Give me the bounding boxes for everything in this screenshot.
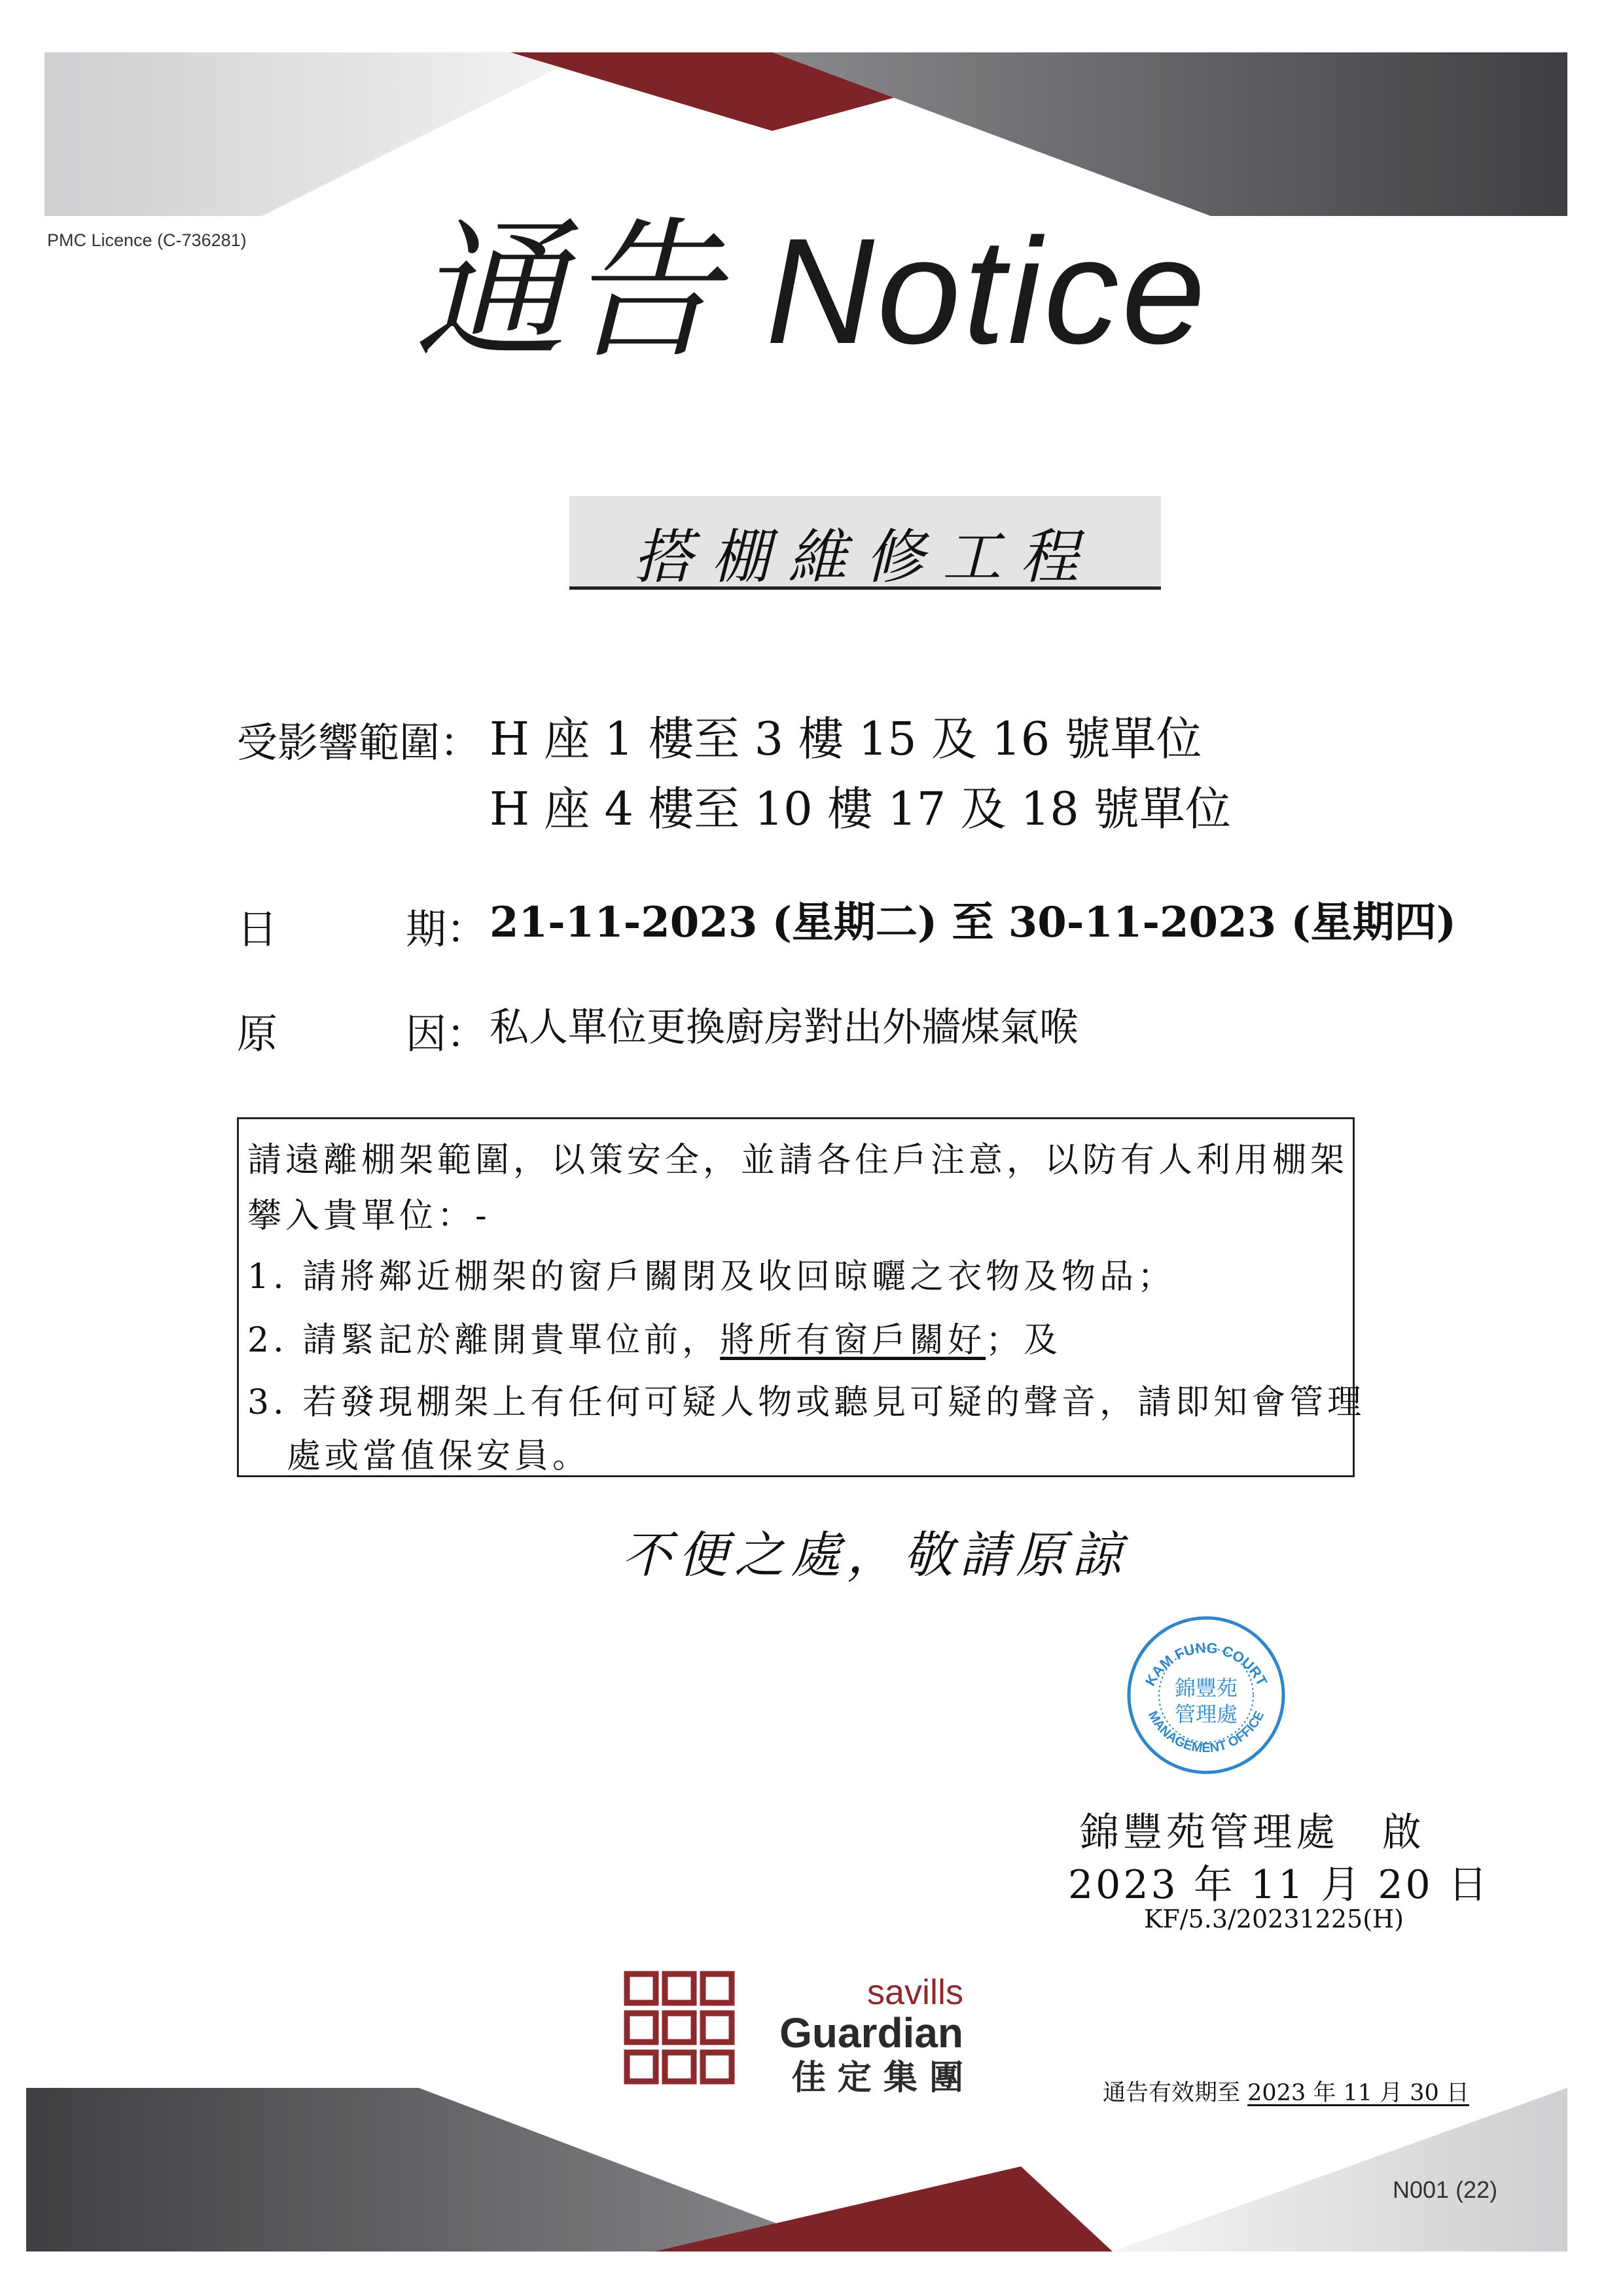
page-title: 通告 Notice <box>415 207 1208 375</box>
notice-intro-line-1: 請遠離棚架範圍，以策安全，並請各住戶注意，以防有人利用棚架 <box>247 1141 1349 1180</box>
notice-intro-line-2: 攀入貴單位：- <box>247 1196 491 1236</box>
reference-number: KF/5.3/20231225(H) <box>1144 1905 1404 1933</box>
logo-chinese-name: 佳 定 集 團 <box>791 2058 963 2098</box>
reason-text: 私人單位更換廚房對出外牆煤氣喉 <box>490 1005 1079 1050</box>
stamp-bottom-text: MANAGEMENT OFFICE <box>1145 1708 1268 1756</box>
stamp-top-text: KAM FUNG COURT <box>1141 1639 1271 1689</box>
date-range: 21-11-2023 (星期二) 至 30-11-2023 (星期四) <box>490 898 1456 947</box>
form-code: N001 (22) <box>1393 2176 1498 2203</box>
notice-item-3-line-2: 處或當值保安員。 <box>287 1437 591 1476</box>
stamp-line-2: 管理處 <box>1174 1702 1238 1727</box>
date-label-char-1: 日 <box>237 905 278 953</box>
logo-savills: savills <box>866 1973 963 2012</box>
top-decorative-band <box>0 52 1623 216</box>
date-label-char-2: 期： <box>406 905 488 953</box>
reason-label-char-2: 因： <box>406 1010 488 1058</box>
scope-line-2: H 座 4 樓至 10 樓 17 及 18 號單位 <box>490 782 1232 836</box>
issuer-signature: 錦豐苑管理處 啟 <box>1080 1810 1425 1856</box>
logo-guardian: Guardian <box>779 2009 963 2056</box>
scope-line-1: H 座 1 樓至 3 樓 15 及 16 號單位 <box>490 712 1202 766</box>
notice-item-2-suffix: ；及 <box>986 1321 1062 1360</box>
validity-date: 2023 年 11 月 30 日 <box>1247 2080 1469 2106</box>
notice-item-3-line-1: 3. 若發現棚架上有任何可疑人物或聽見可疑的聲音，請即知會管理 <box>247 1383 1366 1422</box>
validity-notice <box>1103 2075 1469 2108</box>
notice-item-2-prefix: 2. 請緊記於離開貴單位前， <box>247 1321 721 1360</box>
savills-guardian-logo <box>622 1964 975 2101</box>
issue-date: 2023 年 11 月 20 日 <box>1068 1862 1490 1908</box>
licence-number: PMC Licence (C-736281) <box>47 230 247 250</box>
management-office-stamp <box>1124 1613 1288 1777</box>
notice-item-2-emphasis: 將所有窗戶關好 <box>720 1321 986 1360</box>
scope-label: 受影響範圍： <box>237 719 481 766</box>
stamp-line-1: 錦豐苑 <box>1174 1676 1238 1700</box>
notice-item-2 <box>247 1312 1061 1361</box>
apology-text: 不便之處，敬請原諒 <box>622 1526 1128 1584</box>
notice-subject: 搭棚維修工程 <box>633 523 1097 592</box>
validity-prefix: 通告有效期至 <box>1103 2080 1248 2106</box>
notice-item-1: 1. 請將鄰近棚架的窗戶關閉及收回晾曬之衣物及物品； <box>247 1257 1176 1297</box>
bottom-decorative-band <box>0 2088 1623 2251</box>
reason-label-char-1: 原 <box>237 1010 278 1058</box>
